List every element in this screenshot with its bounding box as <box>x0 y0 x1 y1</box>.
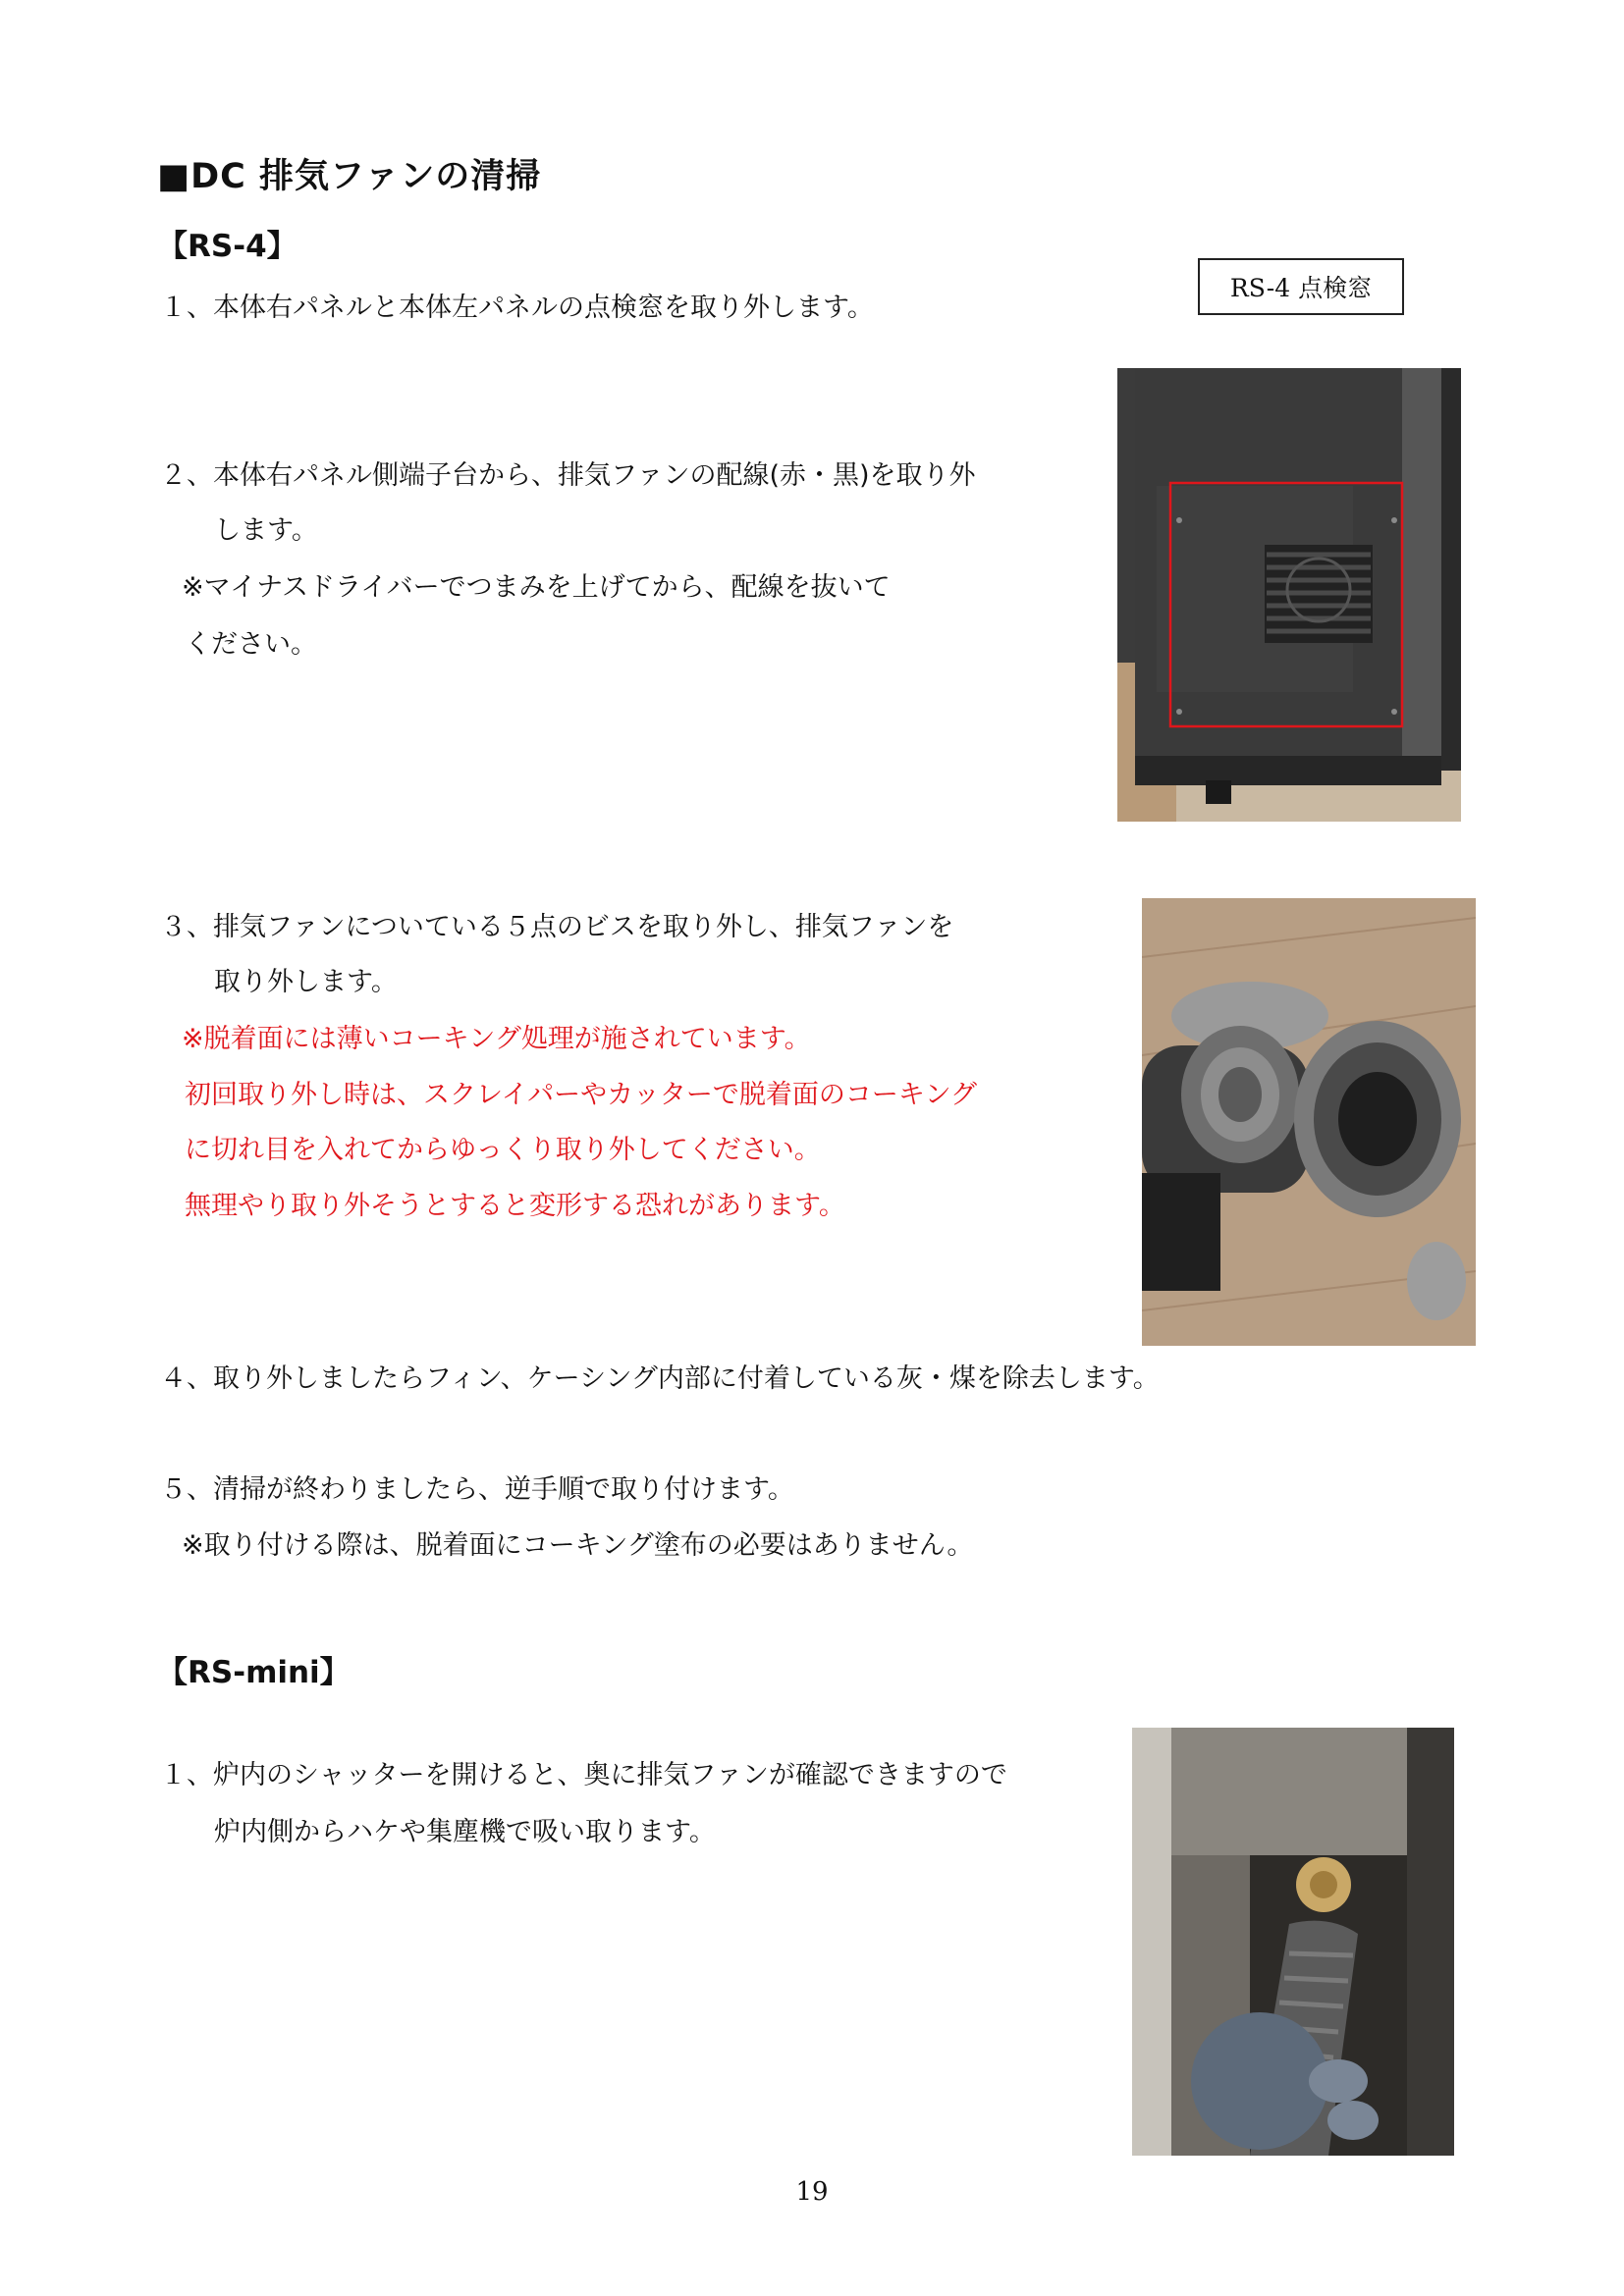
warning-line-4: 無理やり取り外そうとすると変形する恐れがあります。 <box>185 1191 845 1221</box>
warning-line-2: 初回取り外し時は、スクレイパーやカッターで脱着面のコーキング <box>185 1080 978 1110</box>
warning-line-1: ※脱着面には薄いコーキング処理が施されています。 <box>182 1024 811 1054</box>
rs4-step-3-line-1: ３、排気ファンについている５点のビスを取り外し、排気ファンを <box>160 912 954 942</box>
rs4-step-2-note-1: ※マイナスドライバーでつまみを上げてから、配線を抜いて <box>182 572 891 603</box>
section-heading-rs4: 【RS-4】 <box>157 229 298 264</box>
exhaust-fan-photo <box>1142 898 1476 1346</box>
warning-line-3: に切れ目を入れてからゆっくり取り外してください。 <box>185 1135 821 1165</box>
rs4-step-3-line-2: 取り外します。 <box>214 967 398 997</box>
rs4-step-5-note: ※取り付ける際は、脱着面にコーキング塗布の必要はありません。 <box>182 1530 974 1561</box>
page-title: ■DC 排気ファンの清掃 <box>157 157 542 196</box>
rs4-step-5: ５、清掃が終わりましたら、逆手順で取り付けます。 <box>160 1474 794 1505</box>
rs4-step-2-note-2: ください。 <box>185 629 317 660</box>
inspection-window-label: RS-4 点検窓 <box>1198 258 1404 315</box>
section-heading-rsmini: 【RS-mini】 <box>157 1655 351 1690</box>
page-number: 19 <box>795 2177 829 2207</box>
rsmini-step-1-line-1: １、炉内のシャッターを開けると、奥に排気ファンが確認できますので <box>160 1760 1007 1790</box>
rs4-step-2-line-1: ２、本体右パネル側端子台から、排気ファンの配線(赤・黒)を取り外 <box>160 460 976 491</box>
rs4-step-4: ４、取り外しましたらフィン、ケーシング内部に付着している灰・煤を除去します。 <box>160 1363 1160 1394</box>
stove-side-panel-photo <box>1117 368 1461 822</box>
rs4-step-2-line-2: します。 <box>214 515 318 546</box>
rs4-step-1: １、本体右パネルと本体左パネルの点検窓を取り外します。 <box>160 293 874 323</box>
rsmini-interior-photo <box>1132 1728 1454 2156</box>
rsmini-step-1-line-2: 炉内側からハケや集塵機で吸い取ります。 <box>214 1817 716 1847</box>
